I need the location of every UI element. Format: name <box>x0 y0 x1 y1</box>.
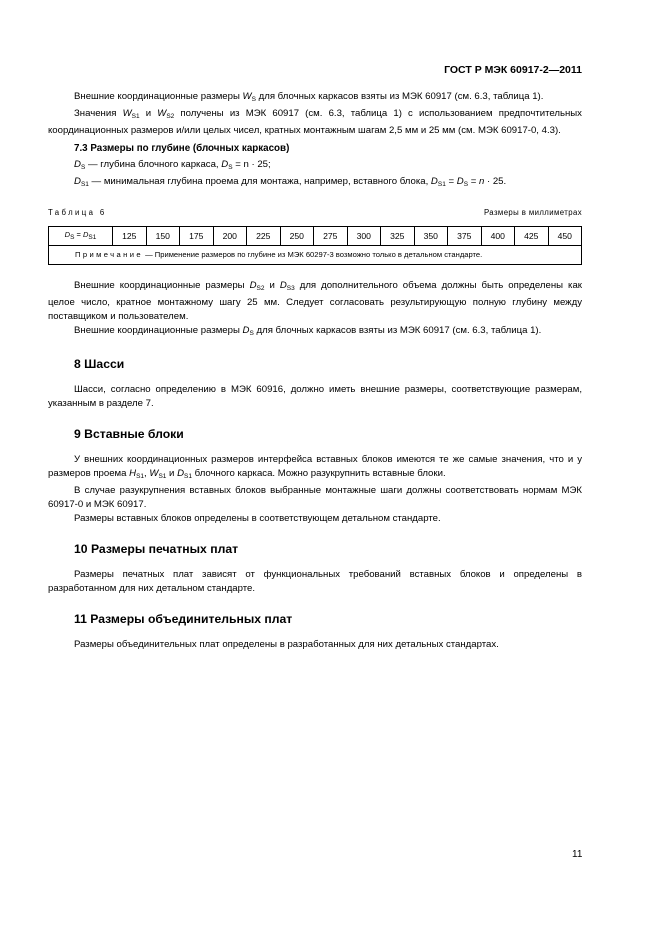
table-cell: 350 <box>414 227 448 246</box>
table-cell: 125 <box>113 227 147 246</box>
paragraph-ws1-ws2: Значения $W_{S1}$ и $W_{S2}$ получены из МЭК 60917 (см. 6.3, таблица 1) с использованием предпочтительных координационных размеров и/или целых чисел, кратных монтажным шагам 2,5 мм и 25 мм (см. МЭК 60917-0, 4.3). <box>48 108 582 136</box>
table-6 <box>48 226 582 265</box>
table-cell: 400 <box>481 227 515 246</box>
table-6-caption-row <box>48 206 582 220</box>
section-9-heading: 9 Вставные блоки <box>74 427 184 441</box>
note-label: Примечание <box>75 250 143 259</box>
section-8-heading: 8 Шасси <box>74 357 125 371</box>
section-9-paragraph-1: У внешних координационных размеров интерфейса вставных блоков имеются те же самые значения, что и у размеров проема $H_{S1}$, $W_{S1}$ и $D_{S1}$ блочного каркаса. Можно разукрупнить вставные блоки. <box>48 454 582 480</box>
note-text: — Применение размеров по глубине из МЭК 60297-3 возможно только в детальном стандарте. <box>142 250 483 259</box>
section-11-text: Размеры объединительных плат определены в разработанных для них детальных стандартах. <box>74 639 499 650</box>
section-7-3-heading: 7.3 Размеры по глубине (блочных каркасов) <box>74 143 290 154</box>
definition-ds: $D_S$ — глубина блочного каркаса, $D_S = n \cdot 25$; <box>74 159 271 171</box>
table-cell: 425 <box>515 227 549 246</box>
table-cell: 250 <box>280 227 314 246</box>
table-cell: 375 <box>448 227 482 246</box>
page-number: 11 <box>572 849 583 860</box>
section-9-paragraph-2: В случае разукрупнения вставных блоков выбранные монтажные шаги должны соответствовать нормам МЭК 60917-0 и МЭК 60917. <box>48 485 582 510</box>
section-10-text: Размеры печатных плат зависят от функциональных требований вставных блоков и определены в разработанном для них детальном стандарте. <box>48 569 582 594</box>
definition-ds1: $D_{S1}$ — минимальная глубина проема для монтажа, например, вставного блока, $D_{S1} = D_S = n \cdot 25$. <box>74 176 507 188</box>
table-header-cell: DS = DS1 <box>49 227 113 246</box>
table-note-row <box>49 246 582 265</box>
section-8-text: Шасси, согласно определению в МЭК 60916, должно иметь внешние размеры, соответствующие размерам, указанным в разделе 7. <box>48 384 582 409</box>
section-11-heading: 11 Размеры объединительных плат <box>74 612 293 626</box>
table-cell: 175 <box>180 227 214 246</box>
paragraph-ws: Внешние координационные размеры $W_S$ для блочных каркасов взяты из МЭК 60917 (см. 6.3, таблица 1). <box>74 91 544 103</box>
document-id-header: ГОСТ Р МЭК 60917-2—2011 <box>444 64 582 76</box>
section-10-heading: 10 Размеры печатных плат <box>74 542 239 556</box>
paragraph-ds2-ds3: Внешние координационные размеры $D_{S2}$ и $D_{S3}$ для дополнительного объема должны быть определены как целое число, кратное монтажному шагу 25 мм. Следует согласовать результирующую полную глубину между поставщиком и пользователем. <box>48 280 582 322</box>
table-cell: 275 <box>314 227 348 246</box>
table-cell: 225 <box>247 227 281 246</box>
table-row <box>49 227 582 246</box>
table-cell: 325 <box>381 227 415 246</box>
section-9-paragraph-3: Размеры вставных блоков определены в соответствующем детальном стандарте. <box>74 513 441 524</box>
paragraph-ds: Внешние координационные размеры $D_S$ для блочных каркасов взяты из МЭК 60917 (см. 6.3, таблица 1). <box>74 325 542 337</box>
table-cell: 450 <box>548 227 582 246</box>
table-6-caption: Таблица 6 <box>48 208 107 217</box>
page-content <box>48 90 582 652</box>
table-6-units: Размеры в миллиметрах <box>483 208 582 217</box>
table-cell: 200 <box>213 227 247 246</box>
table-note <box>49 246 582 265</box>
table-cell: 300 <box>347 227 381 246</box>
table-cell: 150 <box>146 227 180 246</box>
